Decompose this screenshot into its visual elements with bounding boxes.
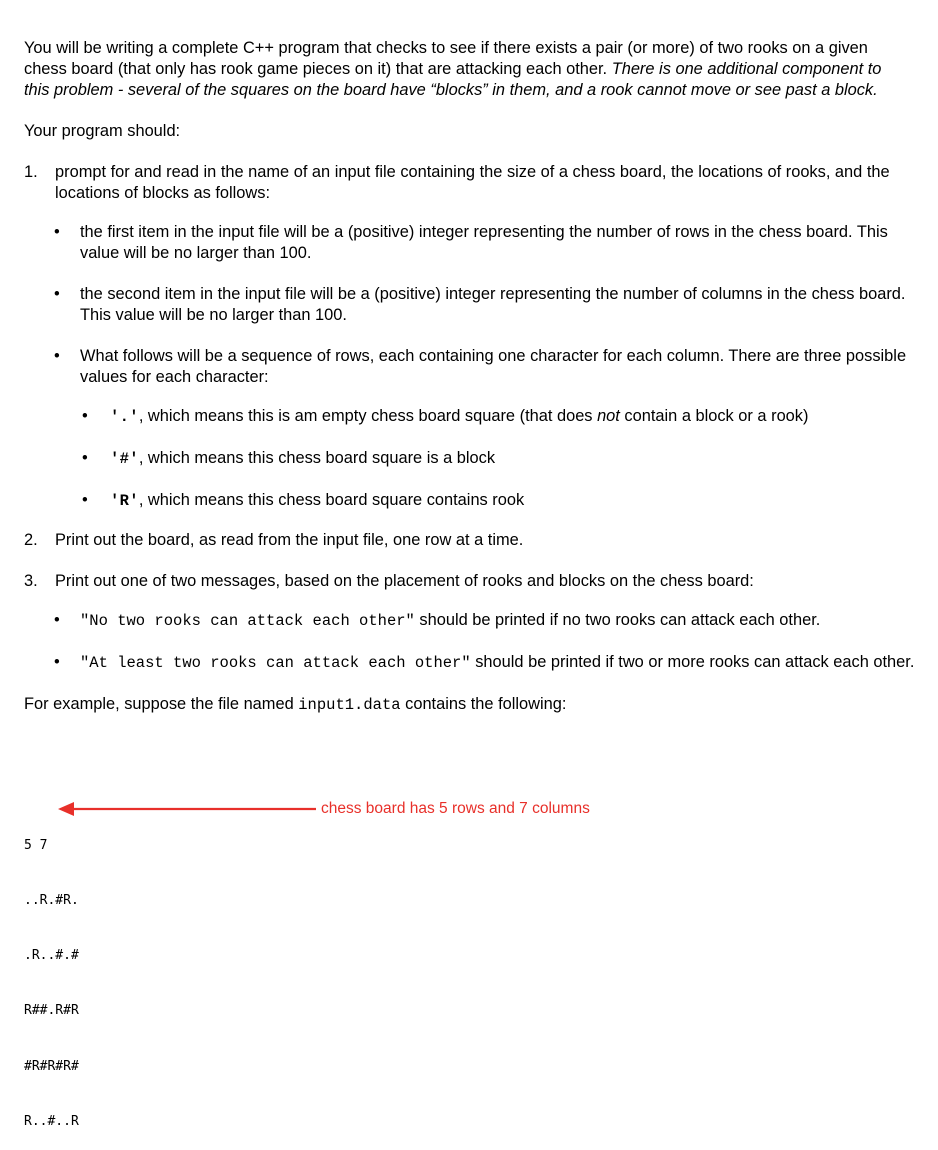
- step-2: [24, 530, 916, 551]
- file-line: R..#..R: [24, 1113, 79, 1129]
- intro-paragraph: [24, 38, 904, 101]
- step-number: 1.: [24, 163, 38, 181]
- list-item-text: , which means this is am empty chess board square (that does: [138, 407, 598, 425]
- message-code: "No two rooks can attack each other": [80, 612, 415, 630]
- step-number: 2.: [24, 531, 38, 549]
- list-item: [24, 652, 916, 674]
- list-item: [24, 448, 916, 470]
- list-item-text: , which means this chess board square contains rook: [138, 491, 525, 509]
- example-filename: input1.data: [298, 696, 401, 714]
- bullet-icon: •: [82, 491, 88, 509]
- list-item: [24, 346, 916, 388]
- character-values-list: [24, 406, 916, 512]
- annotation-arrow-icon: [58, 799, 318, 819]
- input-format-list: [24, 222, 916, 512]
- message-code: "At least two rooks can attack each other": [80, 654, 471, 672]
- char-code: 'R': [110, 492, 139, 510]
- file-line: R##.R#R: [24, 1003, 79, 1019]
- bullet-icon: •: [82, 449, 88, 467]
- output-messages-list: [24, 610, 916, 674]
- char-code: '#': [110, 450, 139, 468]
- step-number: 3.: [24, 572, 38, 590]
- problem-statement: [24, 38, 916, 716]
- step-text: prompt for and read in the name of an input file containing the size of a chess board, the locations of rooks, and the locations of blocks as follows:: [55, 163, 890, 202]
- char-code: '.': [110, 408, 139, 426]
- emphasis-text: not: [597, 407, 620, 425]
- example-intro: For example, suppose the file named input1.data contains the following:: [24, 695, 567, 714]
- list-item: [24, 610, 916, 632]
- bullet-icon: •: [54, 611, 60, 629]
- intro-italic-text: There is one additional component to this problem - several of the squares on the board have “blocks” in them, and a rook cannot move or see past a block.: [24, 60, 882, 99]
- file-line: #R#R#R#: [24, 1058, 79, 1074]
- bullet-icon: •: [82, 407, 88, 425]
- step-text: Print out the board, as read from the input file, one row at a time.: [55, 531, 524, 549]
- bullet-icon: •: [54, 223, 60, 241]
- list-item-text: should be printed if two or more rooks can attack each other.: [470, 653, 915, 671]
- step-1: [24, 162, 916, 204]
- list-item-text: , which means this chess board square is a block: [138, 449, 496, 467]
- list-item: [24, 284, 916, 326]
- list-item-text: contain a block or a rook): [619, 407, 809, 425]
- bullet-icon: •: [54, 347, 60, 365]
- list-item-text: should be printed if no two rooks can attack each other.: [414, 611, 821, 629]
- intro-text: You will be writing a complete C++ program that checks to see if there exists a pair (or more) of two rooks on a given chess board (that only has rook game pieces on it) that are attacking each other.: [24, 39, 868, 78]
- list-item: [24, 222, 916, 264]
- bullet-icon: •: [54, 285, 60, 303]
- list-item: [24, 406, 916, 428]
- file-line: ..R.#R.: [24, 893, 79, 909]
- list-item-text: the first item in the input file will be a (positive) integer representing the number of rows in the chess board. This value will be no larger than 100.: [80, 223, 888, 262]
- file-line: 5 7: [24, 837, 48, 853]
- annotation-label: chess board has 5 rows and 7 columns: [321, 800, 590, 817]
- program-should-heading: Your program should:: [24, 122, 181, 140]
- list-item-text: What follows will be a sequence of rows, each containing one character for each column. There are three possible values for each character:: [80, 347, 907, 386]
- example-file-contents: [24, 800, 79, 1150]
- list-item-text: the second item in the input file will be a (positive) integer representing the number of columns in the chess board. This value will be no larger than 100.: [80, 285, 906, 324]
- bullet-icon: •: [54, 653, 60, 671]
- file-line: .R..#.#: [24, 948, 79, 964]
- step-text: Print out one of two messages, based on the placement of rooks and blocks on the chess board:: [55, 572, 754, 590]
- list-item: [24, 490, 916, 512]
- step-3: [24, 571, 916, 592]
